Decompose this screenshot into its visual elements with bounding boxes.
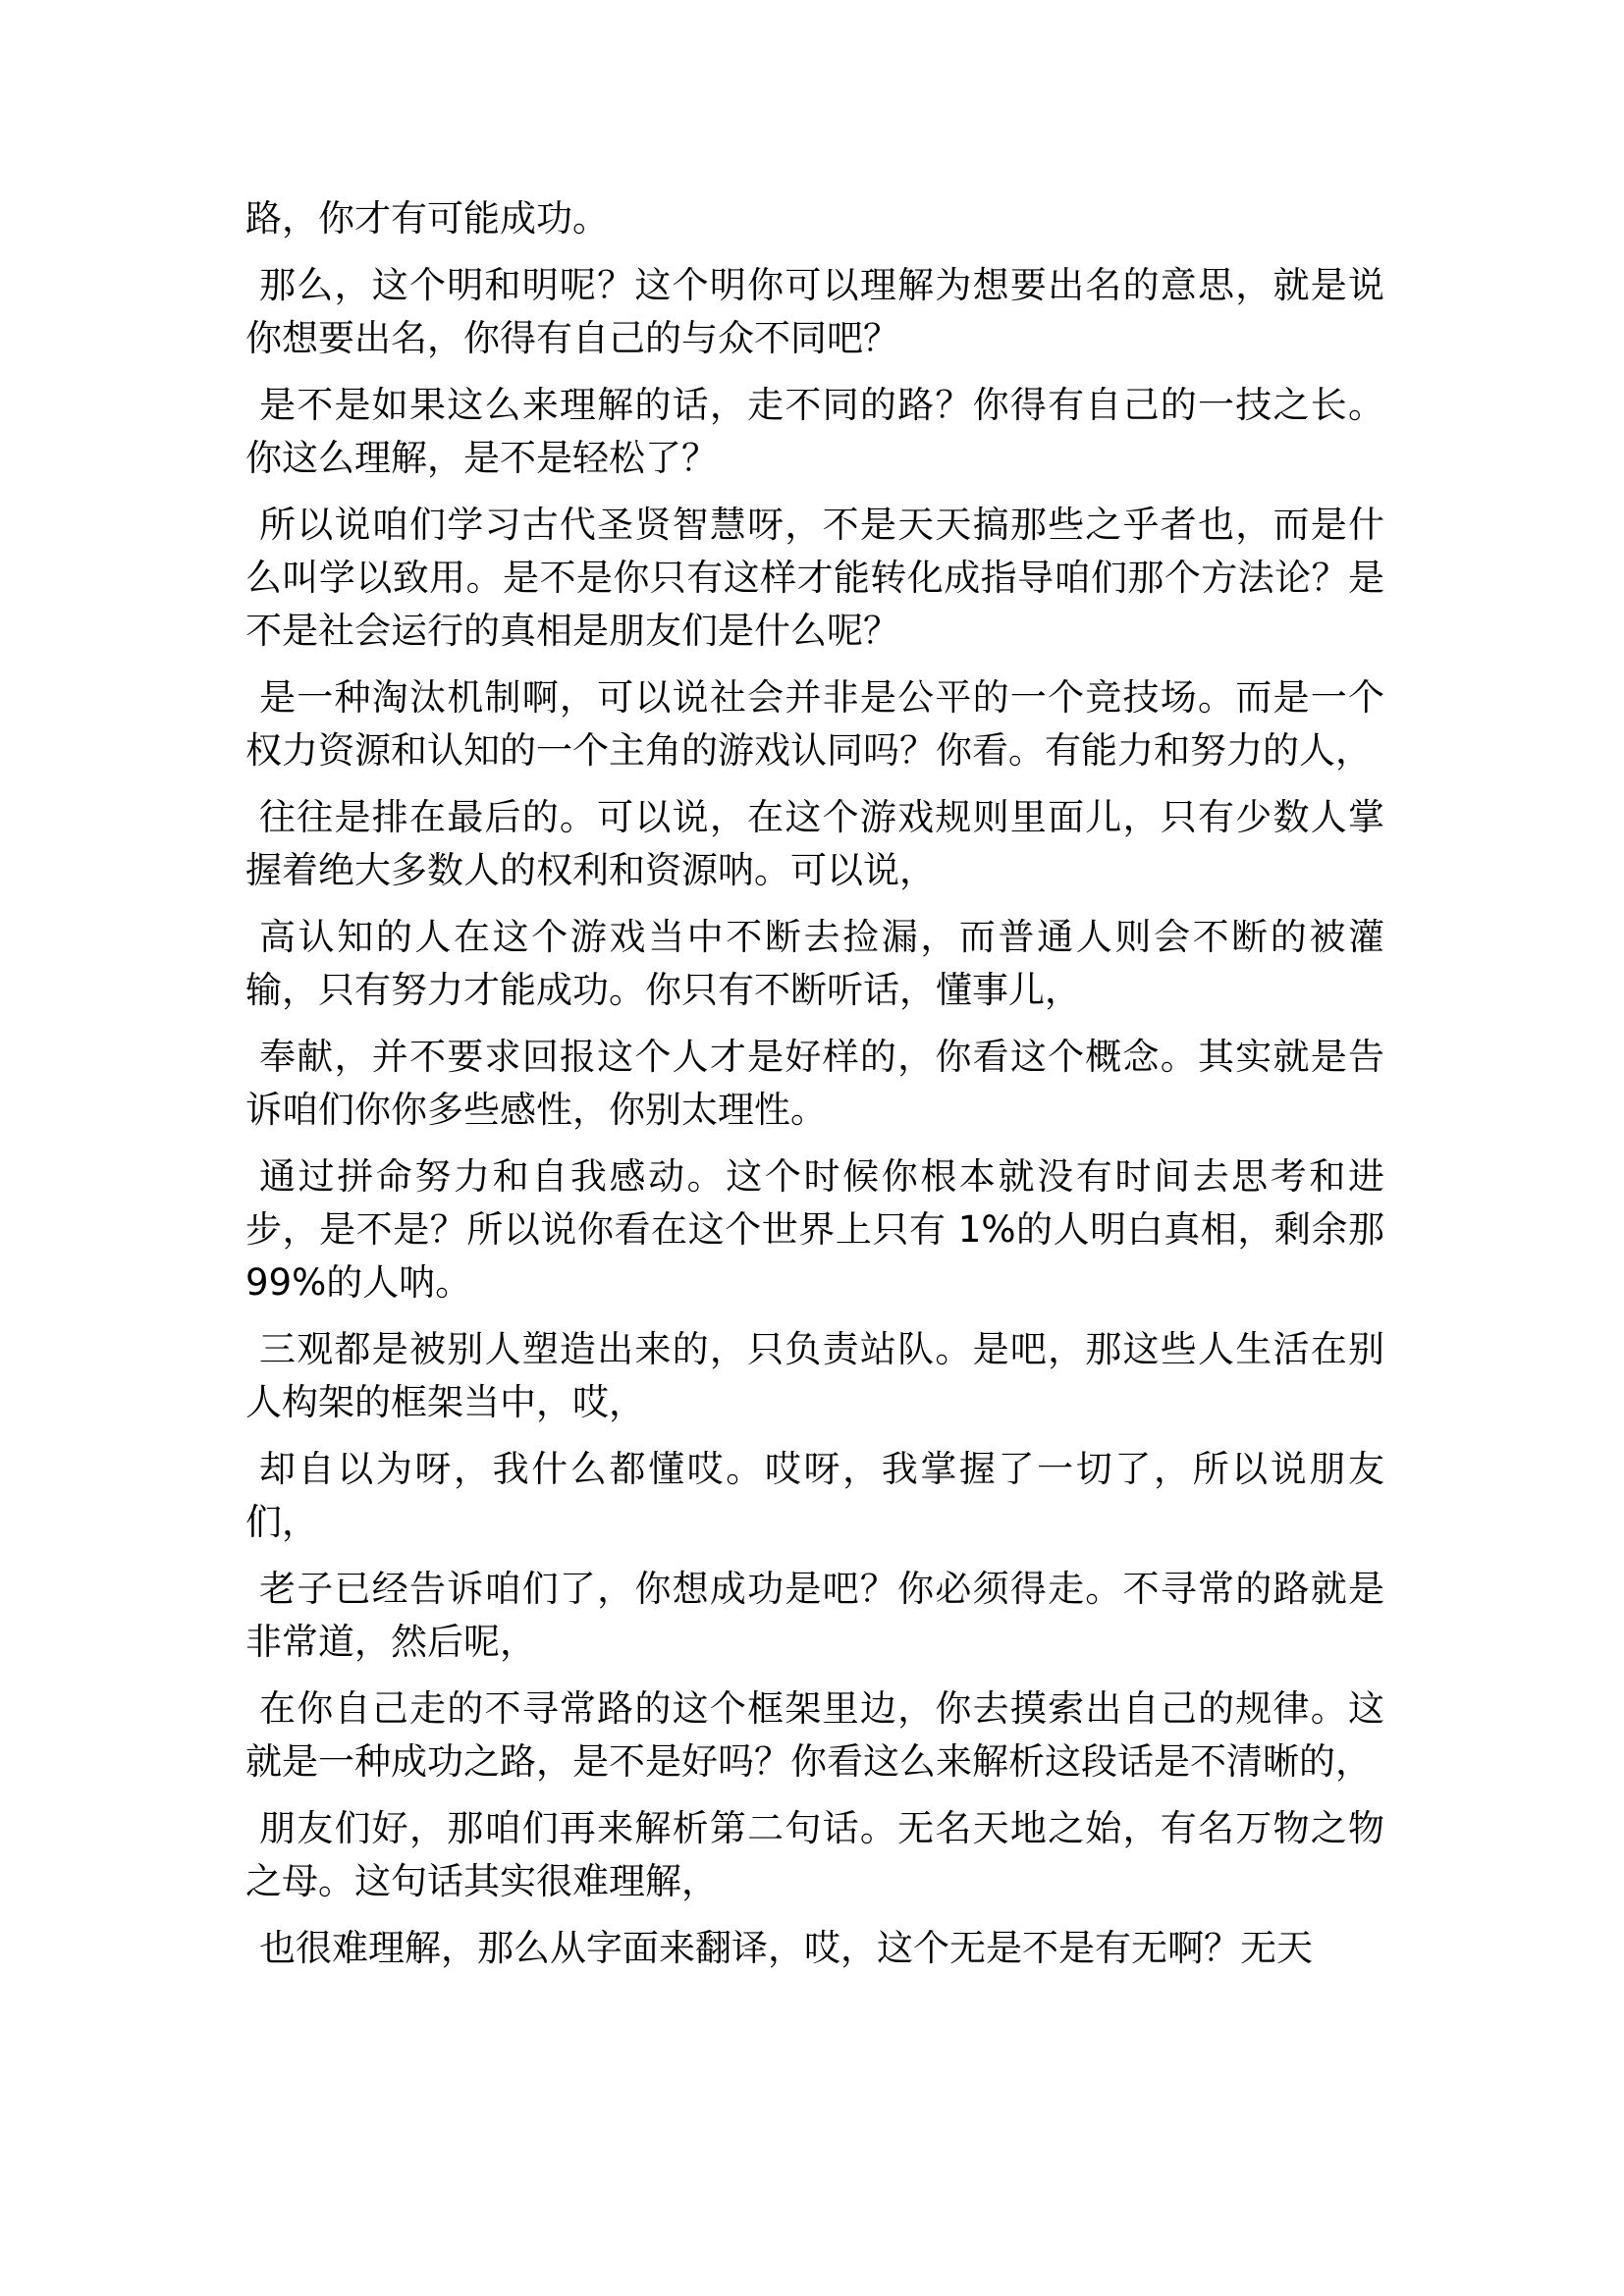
paragraph: 在你自己走的不寻常路的这个框架里边，你去摸索出自己的规律。这就是一种成功之路，是不是好吗？你看这么来解析这段话是不清晰的， [245,1687,1384,1783]
paragraph: 却自以为呀，我什么都懂哎。哎呀，我掌握了一切了，所以说朋友们， [245,1448,1384,1543]
paragraph: 三观都是被别人塑造出来的，只负责站队。是吧，那这些人生活在别人构架的框架当中，哎， [245,1328,1384,1423]
paragraph: 是一种淘汰机制啊，可以说社会并非是公平的一个竞技场。而是一个权力资源和认知的一个主角的游戏认同吗？你看。有能力和努力的人， [245,676,1384,772]
paragraph: 那么，这个明和明呢？这个明你可以理解为想要出名的意思，就是说你想要出名，你得有自己的与众不同吧？ [245,264,1384,359]
paragraph: 也很难理解，那么从字面来翻译，哎，这个无是不是有无啊？无天 [259,1927,1313,1969]
paragraph: 通过拼命努力和自我感动。这个时候你根本就没有时间去思考和进步，是不是？所以说你看在这个世界上只有 1%的人明白真相，剩余那 99%的人呐。 [245,1155,1384,1304]
paragraph: 是不是如果这么来理解的话，走不同的路？你得有自己的一技之长。你这么理解，是不是轻松了？ [245,384,1384,479]
paragraph: 高认知的人在这个游戏当中不断去捡漏，而普通人则会不断的被灌输，只有努力才能成功。你只有不断听话，懂事儿， [245,916,1384,1011]
paragraph: 朋友们好，那咱们再来解析第二句话。无名天地之始，有名万物之物之母。这句话其实很难理解， [245,1807,1384,1902]
paragraph: 奉献，并不要求回报这个人才是好样的，你看这个概念。其实就是告诉咱们你你多些感性，你别太理性。 [245,1036,1384,1131]
paragraph: 老子已经告诉咱们了，你想成功是吧？你必须得走。不寻常的路就是非常道，然后呢， [245,1568,1384,1663]
document-body [245,192,1384,1989]
paragraph: 路，你才有可能成功。 [245,197,609,240]
paragraph: 所以说咱们学习古代圣贤智慧呀，不是天天搞那些之乎者也，而是什么叫学以致用。是不是你只有这样才能转化成指导咱们那个方法论？是不是社会运行的真相是朋友们是什么呢？ [245,504,1384,652]
paragraph: 往往是排在最后的。可以说，在这个游戏规则里面儿，只有少数人掌握着绝大多数人的权利和资源呐。可以说， [245,796,1384,891]
